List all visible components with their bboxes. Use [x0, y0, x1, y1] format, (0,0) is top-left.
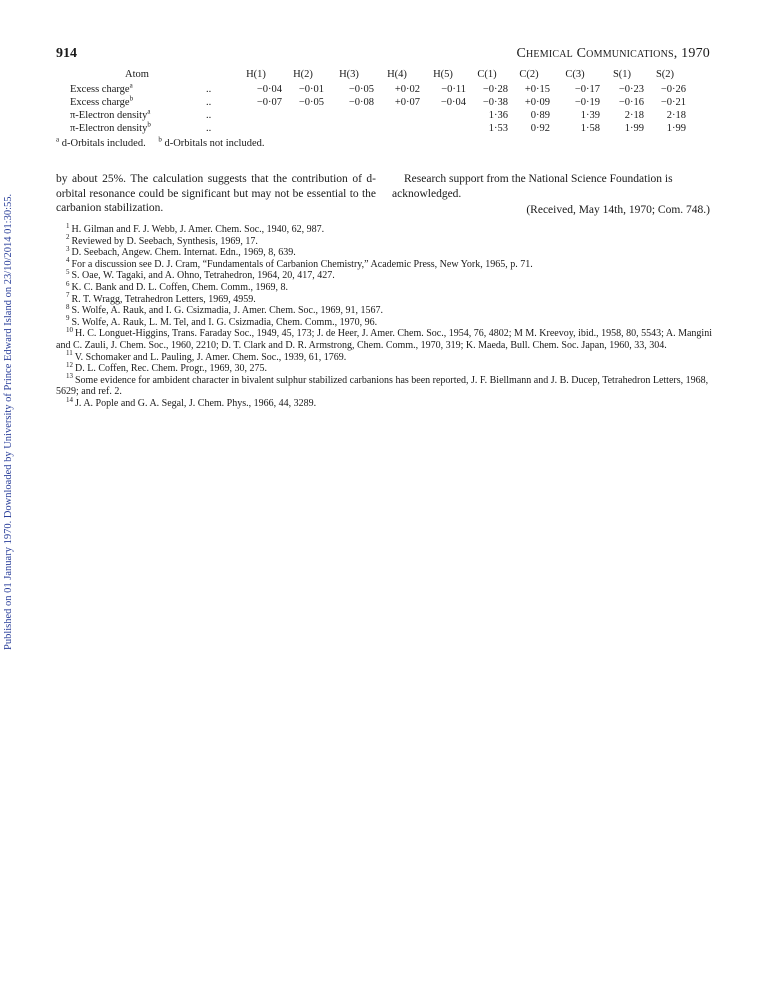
reference-text: D. Seebach, Angew. Chem. Internat. Edn., 1969, 8, 639.: [71, 247, 296, 259]
table-cell: −0·08: [348, 97, 374, 108]
table-cell: −0·05: [348, 84, 374, 95]
table-cell: [230, 122, 282, 135]
reference-number: 4: [66, 256, 70, 265]
table-cell: [324, 122, 374, 135]
reference-item: [56, 279, 712, 294]
reference-number: 1: [66, 221, 70, 230]
table-cell: −0·04: [256, 84, 282, 95]
table-cell: −0·11: [441, 84, 466, 95]
table-cell: +0·02: [394, 84, 420, 95]
leader-dots: ..: [206, 97, 212, 108]
table-cell: [420, 109, 466, 122]
reference-number: 12: [66, 360, 73, 369]
row-label-text: π-Electron density: [70, 123, 148, 134]
reference-text: S. Wolfe, A. Rauk, and I. G. Csizmadia, J. Amer. Chem. Soc., 1969, 91, 1567.: [71, 305, 383, 317]
table-cell: +0·07: [394, 97, 420, 108]
reference-text: J. A. Pople and G. A. Segal, J. Chem. Phys., 1966, 44, 3289.: [75, 397, 317, 409]
reference-number: 2: [66, 233, 70, 242]
table-cell: [324, 109, 374, 122]
table-cell: −0·04: [440, 97, 466, 108]
table-cell: [282, 122, 324, 135]
reference-number: 13: [66, 372, 73, 381]
table-cell: −0·07: [256, 97, 282, 108]
table-cell: −0·28: [482, 84, 508, 95]
table-cell: 2·18: [666, 110, 686, 121]
references-list: [56, 221, 712, 410]
reference-item: [56, 256, 712, 271]
table-cell: [230, 109, 282, 122]
reference-item: [56, 395, 712, 410]
col-header: S(1): [612, 69, 632, 80]
row-label-text: Excess charge: [70, 97, 130, 108]
col-header: H(1): [246, 69, 266, 80]
col-header: H(4): [387, 69, 407, 80]
reference-number: 6: [66, 279, 70, 288]
table-cell: −0·23: [618, 84, 644, 95]
row-footnote-mark: a: [147, 107, 151, 116]
acknowledgement: Research support from the National Science Foundation is acknowledged.: [392, 173, 673, 200]
reference-text: V. Schomaker and L. Pauling, J. Amer. Chem. Soc., 1939, 61, 1769.: [74, 351, 347, 363]
leader-dots: ..: [206, 110, 212, 121]
row-footnote-mark: b: [147, 120, 151, 129]
reference-text: H. C. Longuet-Higgins, Trans. Faraday Soc., 1949, 45, 173; J. de Heer, J. Amer. Chem. Soc., 1954, 76, 4802; M M. Kreevoy, ibid., 1958, 80, 5543; A. Mangini and C. Zauli, J. Chem. Soc., 1960, 2210; D. T. Clark and D. R. Armstrong, Chem. Comm., 1970, 319; K. Maeda, Bull. Chem. Soc. Japan, 1960, 33, 304.: [56, 328, 712, 351]
download-watermark: Published on 01 January 1970. Downloaded by University of Prince Edward Island on 23/10/2014 01:30:55.: [3, 193, 14, 650]
reference-text: S. Oae, W. Tagaki, and A. Ohno, Tetrahedron, 1964, 20, 417, 427.: [71, 270, 335, 282]
reference-item: [56, 349, 712, 364]
table-row: [70, 96, 686, 109]
table-cell: −0·17: [574, 84, 600, 95]
row-footnote-mark: b: [129, 94, 134, 103]
table-cell: 1·99: [624, 123, 644, 134]
table-cell: 1·99: [666, 123, 686, 134]
col-header: C(2): [519, 69, 539, 80]
row-label: [70, 83, 204, 96]
reference-item: [56, 291, 712, 306]
reference-text: H. Gilman and F. J. Webb, J. Amer. Chem. Soc., 1940, 62, 987.: [71, 224, 325, 235]
reference-number: 3: [66, 244, 70, 253]
reference-item: [56, 372, 712, 398]
reference-text: D. L. Coffen, Rec. Chem. Progr., 1969, 30, 275.: [75, 363, 268, 375]
reference-item: [56, 302, 712, 317]
col-header: C(1): [477, 69, 497, 80]
reference-item: [56, 314, 712, 329]
table-cell: −0·16: [618, 97, 644, 108]
col-header: H(2): [293, 69, 313, 80]
table-cell: 2·18: [624, 110, 644, 121]
reference-number: 14: [66, 395, 73, 404]
row-label-text: π-Electron density: [70, 110, 148, 121]
leader-dots: ..: [206, 123, 212, 134]
row-label-text: Excess charge: [70, 84, 130, 95]
body-text-left-column: by about 25%. The calculation suggests that the contribution of d-orbital resonance could be significant but may not be essential to the carbanion stabilization.: [56, 173, 376, 214]
table-cell: −0·21: [660, 97, 686, 108]
reference-number: 9: [66, 314, 70, 323]
col-header: S(2): [655, 69, 675, 80]
row-label: [70, 122, 204, 135]
col-header: H(3): [339, 69, 359, 80]
table-cell: [420, 122, 466, 135]
atom-header: Atom: [125, 69, 149, 80]
reference-item: [56, 270, 712, 282]
table-cell: −0·26: [660, 84, 686, 95]
table-cell: −0·01: [298, 84, 324, 95]
reference-text: R. T. Wragg, Tetrahedron Letters, 1969, 4959.: [71, 293, 256, 305]
footnote-mark: b: [158, 135, 162, 144]
table-header-row: [70, 68, 686, 83]
table-row: [70, 83, 686, 96]
row-footnote-mark: a: [129, 81, 133, 90]
received-date: (Received, May 14th, 1970; Com. 748.): [526, 204, 710, 216]
reference-number: 10: [66, 326, 73, 335]
reference-item: [56, 221, 712, 236]
leader-dots: ..: [206, 84, 212, 95]
footnote-mark: a: [56, 135, 60, 144]
row-label: [70, 96, 204, 109]
reference-text: K. C. Bank and D. L. Coffen, Chem. Comm., 1969, 8.: [71, 281, 288, 293]
col-header: C(3): [565, 69, 585, 80]
table-cell: −0·19: [574, 97, 600, 108]
reference-text: For a discussion see D. J. Cram, “Fundamentals of Carbanion Chemistry,” Academic Press, New York, 1965, p. 71.: [71, 258, 533, 270]
table-cell: 0·92: [530, 123, 550, 134]
row-label: [70, 109, 204, 122]
reference-number: 5: [66, 268, 70, 277]
table-footnote: d-Orbitals not included.: [164, 138, 265, 149]
body-text-right-column: [392, 172, 710, 218]
table-cell: 1·53: [488, 123, 508, 134]
table-cell: [374, 122, 420, 135]
reference-item: [56, 244, 712, 259]
table-cell: −0·38: [482, 97, 508, 108]
reference-item: [56, 233, 712, 248]
journal-running-head: Chemical Communications, 1970: [516, 46, 710, 61]
charge-density-table: [70, 68, 686, 135]
table-cell: 0·89: [530, 110, 550, 121]
table-cell: 1·58: [580, 123, 600, 134]
table-cell: −0·05: [298, 97, 324, 108]
reference-item: [56, 328, 712, 351]
table-footnotes: [56, 135, 265, 149]
reference-item: [56, 360, 712, 375]
table-row: [70, 122, 686, 135]
table-cell: [282, 109, 324, 122]
col-header: H(5): [433, 69, 453, 80]
table-cell: +0·09: [524, 97, 550, 108]
table-footnote: d-Orbitals included.: [61, 138, 146, 149]
table-row: [70, 109, 686, 122]
reference-number: 7: [66, 291, 70, 300]
reference-text: Reviewed by D. Seebach, Synthesis, 1969, 17.: [71, 235, 258, 247]
reference-text: Some evidence for ambident character in bivalent sulphur stabilized carbanions has been reported, J. F. Biellmann and J. B. Ducep, Tetrahedron Letters, 1968, 5629; and ref. 2.: [56, 374, 709, 398]
reference-text: S. Wolfe, A. Rauk, L. M. Tel, and I. G. Csizmadia, Chem. Comm., 1970, 96.: [71, 316, 378, 328]
table-cell: 1·39: [580, 110, 600, 121]
table-cell: 1·36: [488, 110, 508, 121]
dots-header-spacer: [204, 68, 230, 83]
table-cell: [374, 109, 420, 122]
reference-number: 8: [66, 302, 70, 311]
page-number: 914: [56, 46, 77, 61]
reference-number: 11: [66, 349, 73, 358]
table-cell: +0·15: [524, 84, 550, 95]
